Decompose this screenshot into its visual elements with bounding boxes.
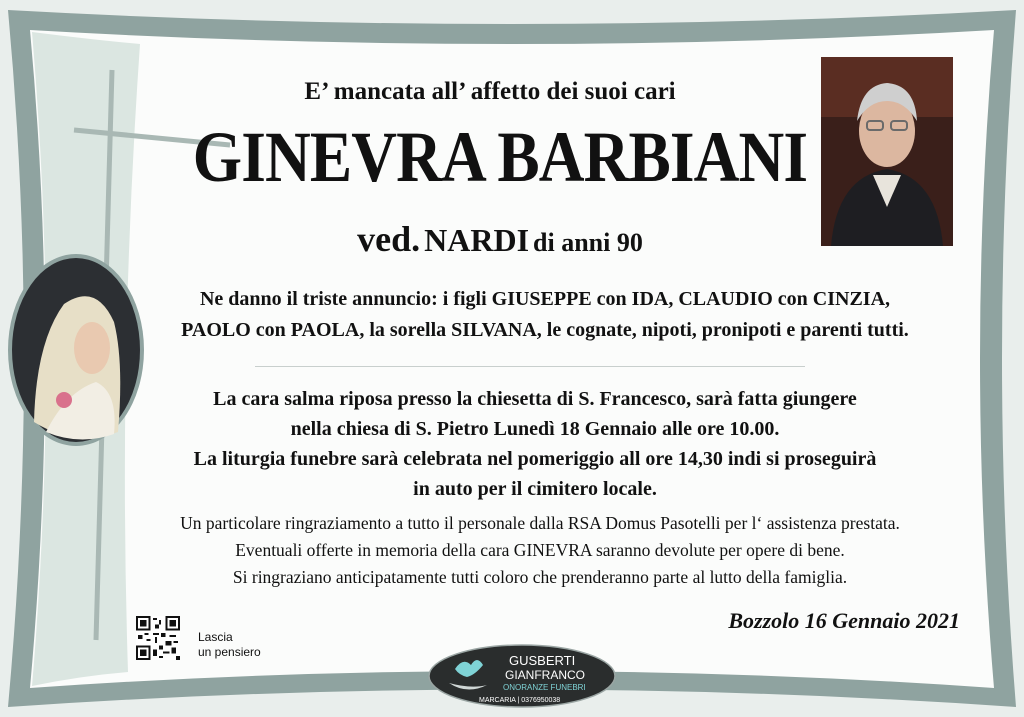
funeral-details [130, 384, 940, 504]
intro-line: E’ mancata all’ affetto dei suoi cari [304, 78, 676, 105]
married-surname: NARDI [424, 222, 530, 258]
divider [255, 366, 805, 367]
deceased-name: GINEVRA BARBIANI [192, 117, 808, 197]
qr-label [198, 630, 261, 660]
qr-label-line2: un pensiero [198, 645, 261, 659]
funeral-home-tagline: ONORANZE FUNEBRI [503, 683, 586, 692]
age-text: di anni 90 [533, 228, 643, 257]
funeral-home-contact: MARCARIA | 0376950038 [479, 697, 561, 704]
place-date: Bozzolo 16 Gennaio 2021 [728, 608, 960, 633]
funeral-home-logo [427, 643, 617, 709]
deceased-portrait [821, 57, 953, 246]
thanks-line: Eventuali offerte in memoria della cara GINEVRA saranno devolute per opere di bene. [235, 540, 845, 560]
announcement-line: Ne danno il triste annuncio: i figli GIUSEPPE con IDA, CLAUDIO con CINZIA, [199, 288, 891, 310]
thanks-section [100, 510, 980, 591]
qr-label-line1: Lascia [198, 630, 233, 644]
funeral-home-name-1: GUSBERTI [509, 653, 576, 668]
thanks-line: Un particolare ringraziamento a tutto il personale dalla RSA Domus Pasotelli per l‘ assistenza prestata. [180, 513, 900, 533]
announcement [130, 284, 960, 346]
married-name-line [200, 218, 800, 261]
funeral-line: in auto per il cimitero locale. [413, 478, 657, 500]
ved-prefix: ved. [357, 219, 421, 259]
funeral-line: nella chiesa di S. Pietro Lunedì 18 Gennaio alle ore 10.00. [290, 418, 780, 440]
thanks-line: Si ringraziano anticipatamente tutti coloro che prenderanno parte al lutto della famiglia. [232, 567, 848, 587]
funeral-home-name-2: GIANFRANCO [505, 668, 586, 682]
madonna-image [6, 252, 146, 448]
announcement-line: PAOLO con PAOLA, la sorella SILVANA, le cognate, nipoti, pronipoti e parenti tutti. [181, 319, 909, 341]
funeral-line: La liturgia funebre sarà celebrata nel pomeriggio all ore 14,30 indi si proseguirà [193, 448, 877, 470]
funeral-line: La cara salma riposa presso la chiesetta di S. Francesco, sarà fatta giungere [213, 388, 857, 410]
qr-code[interactable] [136, 616, 180, 660]
